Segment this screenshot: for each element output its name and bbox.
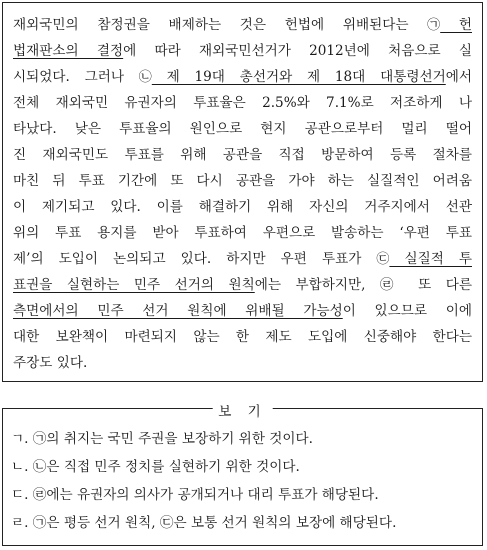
marker-a: ㉠ xyxy=(427,18,441,33)
passage-line xyxy=(13,65,472,85)
text: 에는 부합하지만, ㉣ 또 다른 xyxy=(254,277,472,293)
bogi-box xyxy=(2,404,483,546)
text: 대한 보완책이 마련되지 않는 한 제도 도입에 신중해야 한다는 xyxy=(13,329,472,345)
text: 위의 투표 용지를 받아 투표하여 우편으로 발송하는 ‘우편 투표 xyxy=(13,225,472,241)
text: 주장도 있다. xyxy=(13,355,88,371)
text: 이 제기되고 있다. 이를 해결하기 위해 자신의 거주지에서 선관 xyxy=(13,199,472,215)
underlined-text: 헌 xyxy=(440,17,472,33)
text: 이 있으므로 이에 xyxy=(342,303,472,319)
marker-b: ㉡ xyxy=(138,70,152,85)
passage-line xyxy=(13,117,472,137)
passage-line xyxy=(13,273,472,293)
passage-line xyxy=(13,221,472,241)
passage-line xyxy=(13,351,472,371)
passage-line xyxy=(13,247,472,267)
passage-line xyxy=(13,195,472,215)
passage-line xyxy=(13,143,472,163)
underlined-text: 측면에서의 민주 선거 원칙에 위배될 가능성 xyxy=(13,303,343,319)
text: 재외국민의 참정권을 배제하는 것은 헌법에 위배된다는 xyxy=(13,17,428,33)
underlined-text: 제 19대 총선거와 제 18대 대통령선거 xyxy=(151,69,446,85)
passage-line xyxy=(13,13,472,33)
passage-line xyxy=(13,39,472,59)
bogi-title: 보 기 xyxy=(212,400,273,420)
text: 에 따라 재외국민선거가 2012년에 처음으로 실 xyxy=(123,43,472,59)
text: 진 재외국민도 투표를 위해 공관을 직접 방문하여 등록 절차를 xyxy=(13,147,472,163)
passage-box xyxy=(2,2,483,382)
marker-c: ㉢ xyxy=(376,252,390,267)
text: 제’의 도입이 논의되고 있다. 하지만 우편 투표가 xyxy=(13,251,377,267)
underlined-text: 표권을 실현하는 민주 선거의 원칙 xyxy=(13,277,255,293)
text: 시되었다. 그러나 xyxy=(13,69,139,85)
text: 마친 뒤 투표 기간에 또 다시 공관을 가야 하는 실질적인 어려움 xyxy=(13,173,472,189)
passage-line xyxy=(13,299,472,319)
underlined-text: 법재판소의 결정 xyxy=(13,43,124,59)
text: 에서 xyxy=(445,69,472,85)
underlined-text: 실질적 투 xyxy=(389,251,472,267)
bogi-item: ㄱ. ㉠의 취지는 국민 주권을 보장하기 위한 것이다. xyxy=(11,431,313,447)
bogi-item: ㄹ. ㉠은 평등 선거 원칙, ㉢은 보통 선거 원칙의 보장에 해당된다. xyxy=(11,515,397,531)
text: 전체 재외국민 유권자의 투표율은 2.5%와 7.1%로 저조하게 나 xyxy=(13,95,472,111)
passage-line xyxy=(13,169,472,189)
text: 타났다. 낮은 투표율의 원인으로 현지 공관으로부터 멀리 떨어 xyxy=(13,121,472,137)
passage-line xyxy=(13,91,472,111)
passage-line xyxy=(13,325,472,345)
bogi-item: ㄴ. ㉡은 직접 민주 정치를 실현하기 위한 것이다. xyxy=(11,459,300,475)
bogi-item: ㄷ. ㉣에는 유권자의 의사가 공개되거나 대리 투표가 해당된다. xyxy=(11,487,379,503)
